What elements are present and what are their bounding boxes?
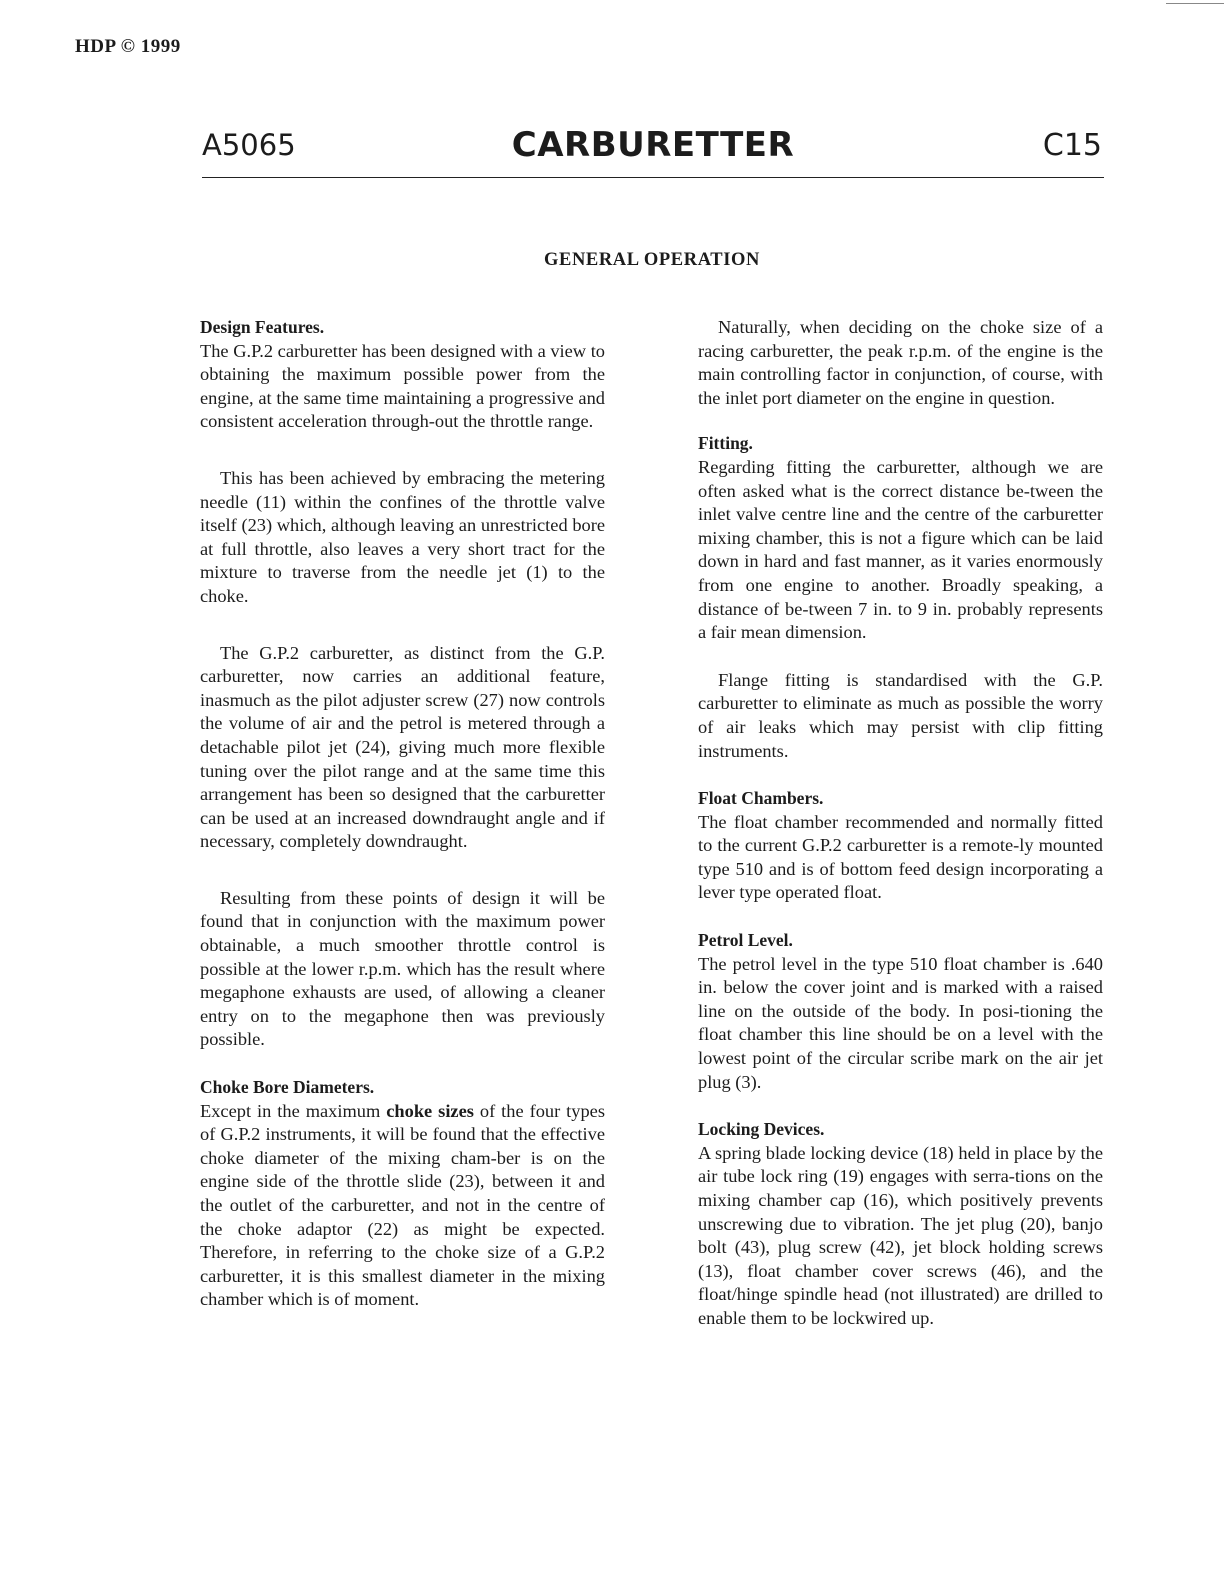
petrol-paragraph-1: The petrol level in the type 510 float chamber is .640 in. below the cover joint and is marked with a raised line on the outside of the body. In posi-tioning the float chamber this line should be on a level with the lowest point of the circular scribe mark on the air jet plug (3). xyxy=(698,953,1103,1092)
header-rule xyxy=(202,177,1104,178)
locking-devices-heading: Locking Devices. xyxy=(698,1119,825,1140)
section-title: GENERAL OPERATION xyxy=(544,250,760,270)
page-header xyxy=(202,122,1104,182)
fitting-paragraph-2: Flange fitting is standardised with the G.P. carburetter to eliminate as much as possible the worry of air leaks which may persist with clip fitting instruments. xyxy=(698,669,1103,761)
fitting-heading: Fitting. xyxy=(698,433,753,454)
petrol-level-heading: Petrol Level. xyxy=(698,930,793,951)
design-paragraph-4: Resulting from these points of design it will be found that in conjunction with the maximum power obtainable, a much smoother throttle control is possible at the lower r.p.m. which has the result where megaphone exhausts are used, of allowing a cleaner entry on to the megaphone then was previously possible. xyxy=(200,887,605,1050)
choke-paragraph-1 xyxy=(200,1100,605,1312)
copyright-stamp: HDP © 1999 xyxy=(75,36,181,57)
locking-paragraph-1: A spring blade locking device (18) held in place by the air tube lock ring (19) engages with serra-tions on the mixing chamber cap (16), which positively prevents unscrewing due to vibration. The jet plug (20), banjo bolt (43), plug screw (42), jet block holding screws (13), float chamber cover screws (46), and the float/hinge spindle head (not illustrated) are drilled to enable them to be lockwired up. xyxy=(698,1142,1103,1328)
choke-paragraph-2: Naturally, when deciding on the choke size of a racing carburetter, the peak r.p.m. of the engine is the main controlling factor in conjunction, of course, with the inlet port diameter on the engine in question. xyxy=(698,317,1103,408)
fitting-paragraph-1: Regarding fitting the carburetter, although we are often asked what is the correct distance be-tween the inlet valve centre line and the centre of the carburetter mixing chamber, this is not a figure which can be laid down in hard and fast manner, as it varies enormously from one engine to another. Broadly speaking, a distance of be-tween 7 in. to 9 in. probably represents a fair mean dimension. xyxy=(698,456,1103,643)
choke-text-b: of the four types of G.P.2 instruments, it will be found that the effective choke diameter of the mixing cham-ber is on the engine side of the throttle slide (23), between it and the outlet of the carburetter, and not in the centre of the choke adaptor (22) as might be expected. Therefore, in referring to the choke size of a G.P.2 carburetter, it is this smallest diameter in the mixing chamber which is of moment. xyxy=(200,1100,605,1310)
design-paragraph-2: This has been achieved by embracing the metering needle (11) within the confines of the throttle valve itself (23) which, although leaving an unrestricted bore at full throttle, also leaves a very short tract for the mixture to traverse from the needle jet (1) to the choke. xyxy=(200,467,605,606)
page-code: C15 xyxy=(1042,128,1102,163)
right-column xyxy=(698,316,1103,1331)
choke-text-a: Except in the maximum xyxy=(200,1100,387,1121)
design-paragraph-3: The G.P.2 carburetter, as distinct from the G.P. carburetter, now carries an additional feature, inasmuch as the pilot adjuster screw (27) now controls the volume of air and the petrol is metered through a detachable pilot jet (24), giving much more flexible tuning over the pilot range and at the same time this arrangement has been so designed that the carburetter can be used at an increased downdraught angle and if necessary, completely downdraught. xyxy=(200,642,605,852)
design-paragraph-1: The G.P.2 carburetter has been designed with a view to obtaining the maximum possible power from the engine, at the same time maintaining a progressive and consistent acceleration through-out the throttle range. xyxy=(200,340,605,432)
scan-edge-rule xyxy=(1166,3,1224,4)
page-title: CARBURETTER xyxy=(511,125,795,165)
choke-text-bold: choke sizes xyxy=(386,1100,474,1121)
choke-bore-heading: Choke Bore Diameters. xyxy=(200,1077,375,1098)
float-paragraph-1: The float chamber recommended and normally fitted to the current G.P.2 carburetter is a remote-ly mounted type 510 and is of bottom feed design incorporating a lever type operated float. xyxy=(698,811,1103,903)
design-features-heading: Design Features. xyxy=(200,317,325,337)
float-chambers-heading: Float Chambers. xyxy=(698,788,824,809)
left-column xyxy=(200,316,605,1312)
part-number: A5065 xyxy=(202,128,296,162)
